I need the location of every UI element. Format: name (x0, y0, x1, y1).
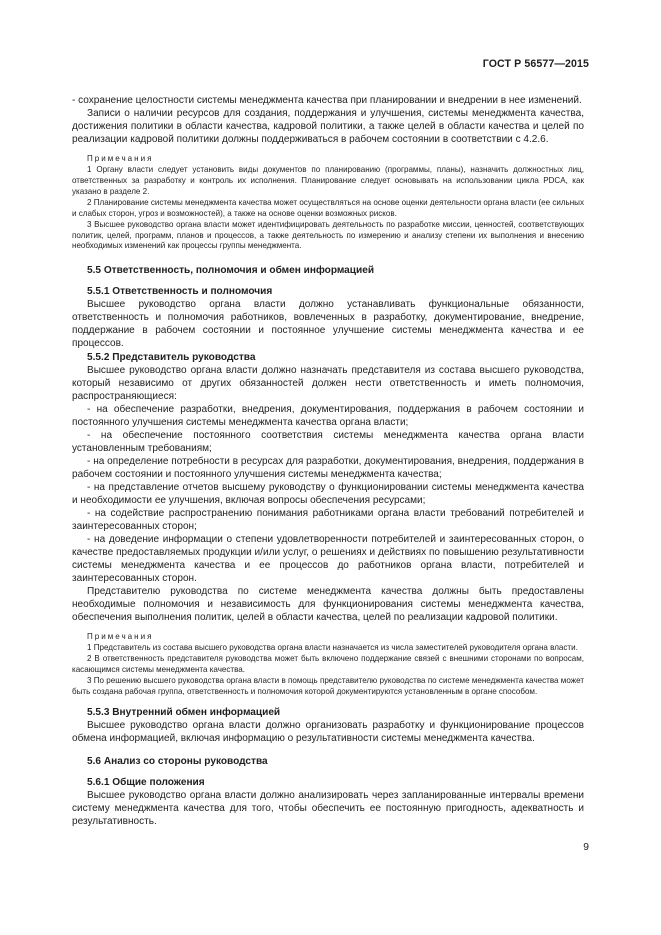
subsection-heading: 5.5.2 Представитель руководства (87, 351, 256, 363)
note-item: 1 Представитель из состава высшего руководства органа власти назначается из числа заместителей руководителя органа власти. (87, 643, 578, 653)
standard-header: ГОСТ Р 56577—2015 (482, 58, 589, 70)
subsection-heading: 5.6.1 Общие положения (87, 777, 205, 788)
page-body (72, 94, 584, 828)
list-item: - на обеспечение постоянного соответствия системы менеджмента качества органа власти установленным требованиям; (72, 429, 584, 454)
section-heading: 5.5 Ответственность, полномочия и обмен информацией (87, 265, 375, 277)
page-number: 9 (583, 842, 589, 853)
section-heading: 5.6 Анализ со стороны руководства (87, 756, 268, 767)
notes-title: Примечания (87, 632, 154, 642)
section-paragraph: Высшее руководство органа власти должно назначать представителя из состава высшего руководства, который независимо от других обязанностей должен нести ответственность и иметь полномочия, распространяющиеся: (72, 364, 584, 402)
note-item: 3 По решению высшего руководства органа власти в помощь представителю руководства по системе менеджмента качества может быть создана рабочая группа, ответственность и полномочия которой документируются установленным в органе способом. (72, 676, 584, 696)
notes-title: Примечания (87, 154, 154, 164)
section-paragraph: Высшее руководство органа власти должно анализировать через запланированные интервалы времени систему менеджмента качества для того, чтобы обеспечить ее постоянную пригодность, адекватность и результативность. (72, 790, 584, 828)
subsection-heading: 5.5.1 Ответственность и полномочия (87, 286, 273, 298)
section-paragraph: Представителю руководства по системе менеджмента качества должны быть предоставлены необходимые полномочия и независимость для функционирования системы менеджмента качества, обеспечения выполнения политик, целей в области качества, целей по реализации кадровой политики. (72, 586, 584, 624)
note-item: 1 Органу власти следует установить виды документов по планированию (программы, планы), назначить должностных лиц, ответственных за разработку и контроль их исполнения. Планирование следует основывать на использовании цикла PDCA, как указано в разделе 2. (72, 165, 584, 196)
list-item: - на доведение информации о степени удовлетворенности потребителей и заинтересованных сторон, о качестве предоставляемых продукции и/или услуг, о решениях и действиях по повышению результативности системы менеджмента качества и ее процессов до работников органа власти, потребителей и заинтересованных сторон. (72, 534, 584, 585)
list-item: - на содействие распространению понимания работниками органа власти требований потребителей и заинтересованных сторон; (72, 508, 584, 533)
list-item: - на представление отчетов высшему руководству о функционировании системы менеджмента качества и необходимости ее улучшения, включая вопросы обеспечения ресурсами; (72, 481, 584, 506)
section-paragraph: Высшее руководство органа власти должно организовать разработку и функционирование процессов обмена информацией, включая информацию о результативности системы менеджмента качества. (72, 719, 584, 744)
list-item: - на обеспечение разработки, внедрения, документирования, поддержания в рабочем состоянии и постоянного улучшения системы менеджмента качества органа власти; (72, 403, 584, 428)
intro-paragraph: - сохранение целостности системы менеджмента качества при планировании и внедрении в нее изменений. (72, 95, 582, 106)
note-item: 2 В ответственность представителя руководства может быть включено поддержание связей с внешними сторонами по вопросам, касающимся системы менеджмента качества. (72, 654, 584, 675)
list-item: - на определение потребности в ресурсах для разработки, документирования, внедрения, поддержания в рабочем состоянии и постоянного улучшения системы менеджмента качества; (72, 455, 584, 480)
subsection-heading: 5.5.3 Внутренний обмен информацией (87, 706, 281, 718)
intro-paragraph: Записи о наличии ресурсов для создания, поддержания и улучшения, системы менеджмента качества, достижения политики в области качества, кадровой политики, а также целей в области качества и целей по реализации кадровой политики должны поддерживаться в рабочем состоянии в соответствии с 4.2.6. (72, 108, 584, 146)
section-paragraph: Высшее руководство органа власти должно устанавливать функциональные обязанности, ответственность и полномочия работников, вовлеченных в разработку, документирование, внедрение, поддержание в рабочем состоянии и постоянное улучшение системы менеджмента качества и ее процессов. (72, 299, 584, 350)
note-item: 2 Планирование системы менеджмента качества может осуществляться на основе оценки деятельности органа власти (ее сильных и слабых сторон, угроз и возможностей), а также на основе оценки возможных рисков. (72, 197, 584, 218)
note-item: 3 Высшее руководство органа власти может идентифицировать деятельность по разработке миссии, ценностей, соответствующих политик, целей, программ, планов и процессов, а также деятельность по измерению и анализу степени их выполнения и внесению необходимых изменений как процессы группы менеджмента. (72, 219, 584, 251)
